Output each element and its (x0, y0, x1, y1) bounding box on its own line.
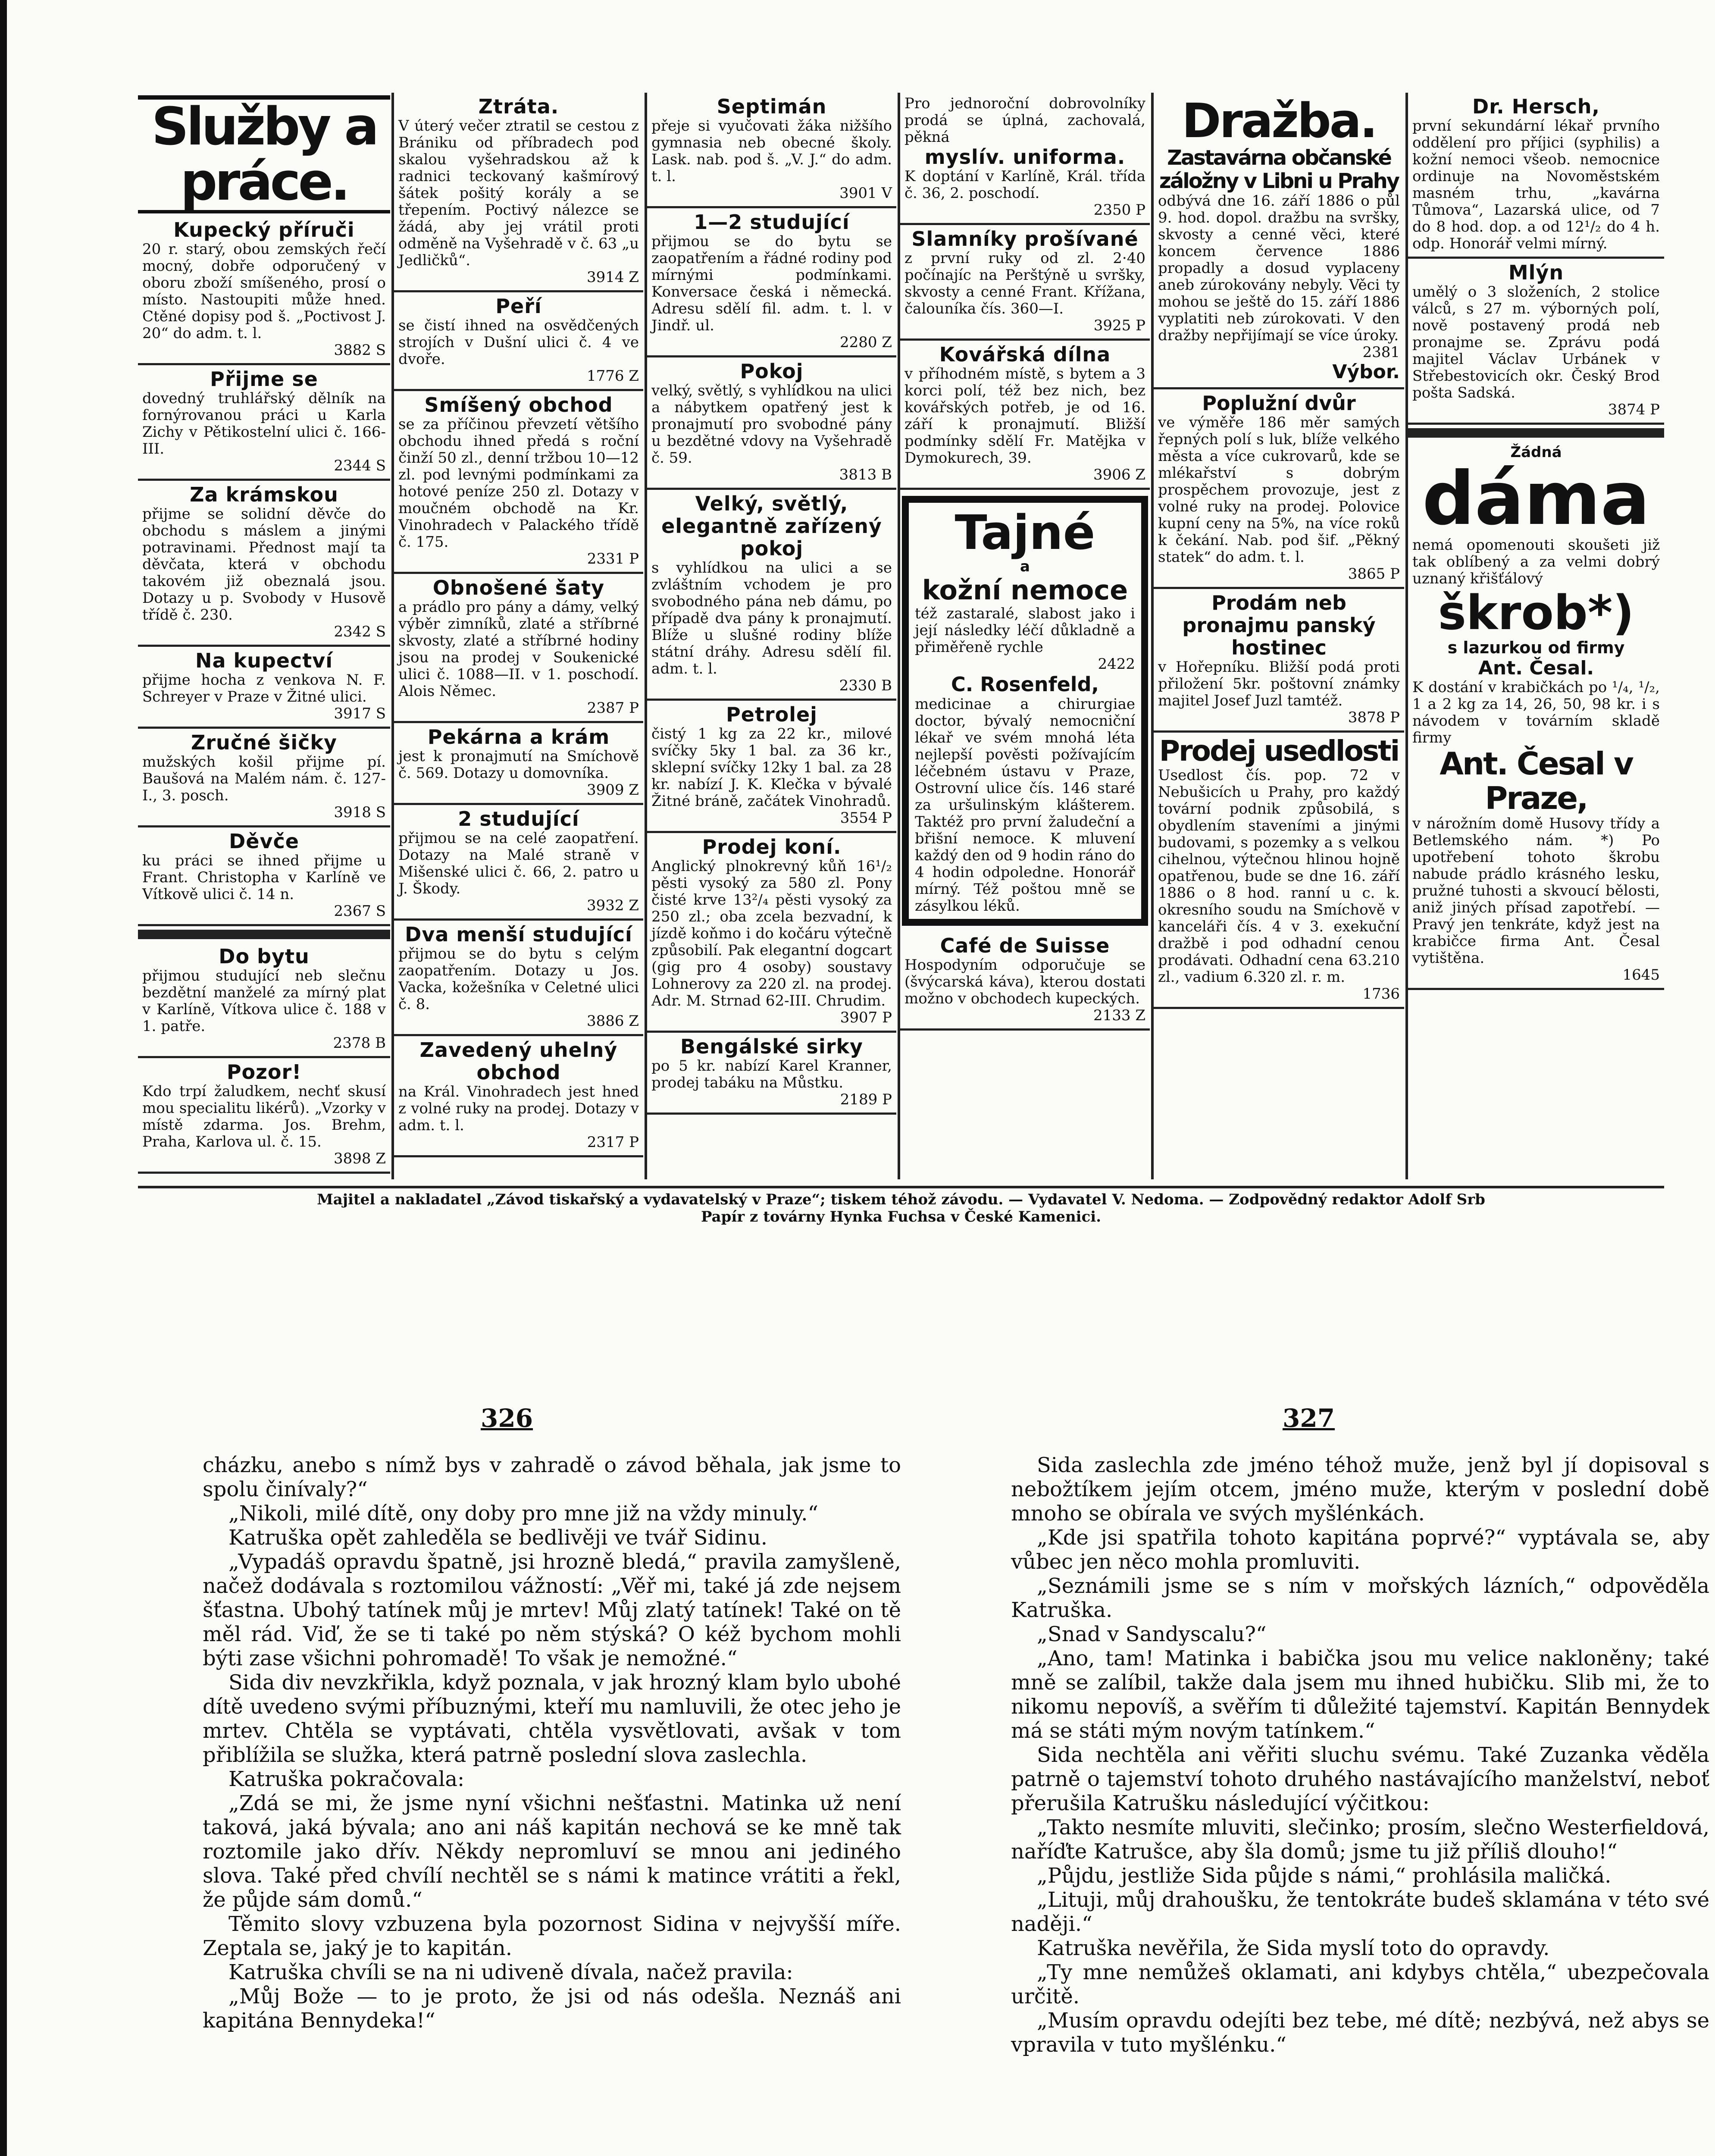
ad-line: s lazurkou od firmy (1447, 638, 1625, 657)
classified-ad (647, 833, 896, 1033)
separator-bar (1408, 428, 1664, 438)
classified-ad (394, 723, 643, 805)
novel-paragraph: „Zdá se mi, že jsme nyní všichni nešťastni. Matinka už není taková, jaká bývala; ano ani náš kapitán nechová se ke mně tak roztomile jako dřív. Někdy nepromluví se mnou ani jediného slova. Také před chvílí nechtěl se s námi k matince vrátiti a řekl, že půjde sám domů.“ (203, 1791, 901, 1912)
ad-title: 1—2 studující (694, 210, 850, 234)
ad-text: ku práci se ihned přijme u Frant. Christopha v Karlíně ve Vítkově ulici č. 14 n. (142, 852, 386, 903)
footer-rule (138, 1186, 1664, 1188)
novel-paragraph: Katruška opět zahleděla se bedlivěji ve tvář Sidinu. (228, 1526, 768, 1550)
ad-text: přijmou se do bytu s celým zaopatřením. Dotazy u Jos. Vacka, kožešníka v Celetné ulici č. 8. (398, 945, 639, 1013)
ad-code: 3554 P (840, 809, 892, 827)
classified-ad (900, 932, 1150, 1031)
ad-text: 20 r. starý, obou zemských řečí mocný, dobře odporučený v oboru zboží smíšeného, prosí o místo. Nastoupiti může hned. Ctěné dopisy pod š. „Poctivost J. 20“ do adm. t. l. (142, 241, 386, 342)
classified-ad (138, 943, 390, 1058)
novel-paragraph: Sida div nevzkřikla, když poznala, v jak hrozný klam bylo ubohé dítě uvedeno svými příbuznými, kteří mu namluvili, že otec jeho je mrtev. Chtěla se vyptávati, chtěla vysvětlovati, avšak v tom přiblížila se služka, která patrně poslední slova zaslechla. (203, 1670, 901, 1767)
classified-ad (394, 93, 643, 292)
ad-text: se čistí ihned na osvědčených strojích v Dušní ulici č. 4 ve dvoře. (398, 317, 639, 368)
ad-code: 2378 B (333, 1034, 386, 1052)
ad-code: 3925 P (1093, 317, 1145, 334)
ad-text: na Král. Vinohradech jest hned z volné ruky na prodej. Dotazy v adm. t. l. (398, 1083, 639, 1134)
box-and: a (1020, 558, 1030, 575)
ad-text: Kdo trpí žaludkem, nechť skusí mou specialitu likérů). „Vzorky v místě zdarma. Jos. Brehm, Praha, Karlova ul. č. 15. (142, 1083, 386, 1150)
classified-ad (138, 827, 390, 926)
classified-ad (138, 216, 390, 365)
ad-title: Do bytu (219, 945, 310, 968)
ad-title: Smíšený obchod (424, 393, 613, 417)
classified-ad (647, 208, 896, 357)
ad-title: Děvče (229, 830, 299, 853)
box-text: medicinae a chirurgiae doctor, bývalý nemocniční lékař ve svém mnohá léta nejlepší pověsti požívajícím léčebném ústavu v Praze, Ostrovní ulice čís. 146 staré za uršulinským klášterem. Taktéž pro první žaludeční a břišní nemoce. K mluvení každý den od 9 hodin ráno do 4 hodin odpoledne. Honorář mírný. Též poštou mně se zásylkou léků. (915, 696, 1135, 915)
ad-column-1 (138, 93, 390, 1179)
ad-code: 2330 B (839, 677, 892, 694)
novel-paragraph: Katruška pokračovala: (228, 1767, 465, 1791)
imprint-footer (138, 1186, 1664, 1225)
ad-title: Za krámskou (190, 483, 338, 506)
classified-ad (138, 365, 390, 481)
ad-title: Dražba. (1182, 93, 1376, 148)
ad-text: Hospodyním odporučuje se (švýcarská káva), kterou dostati možno v obchodech kupeckých. (904, 956, 1145, 1007)
ad-text: s vyhlídkou na ulici a se zvláštním vchodem je pro svobodného pána neb dámu, po případě dva pány k pronajmutí. Blíže u slušné rodiny blíže státní dráhy. Adresu sdělí fil. adm. t. l. (651, 559, 892, 677)
classified-ad (138, 647, 390, 729)
separator-bar (138, 930, 390, 939)
classified-ad (138, 481, 390, 647)
ad-code: 3882 S (334, 342, 386, 359)
classified-ad (1154, 589, 1404, 733)
paper-line: Papír z továrny Hynka Fuchsa v České Kamenici. (701, 1208, 1102, 1225)
ad-text: velký, světlý, s vyhlídkou na ulici a nábytkem opatřený jest k pronajmutí pro svobodné pány u bezdětné vdovy na Vyšehradě č. 59. (651, 382, 892, 467)
ad-title: Petrolej (726, 703, 817, 726)
ad-title: Septimán (717, 95, 827, 118)
classified-ad (647, 357, 896, 490)
ad-code: 3907 P (840, 1009, 892, 1026)
ad-text: Pro jednoroční dobrovolníky prodá se úplná, zachovalá, pěkná (904, 95, 1145, 146)
ad-code: 3874 P (1608, 401, 1660, 418)
ad-text: přeje si vyučovati žáka nižšího gymnasia neb obecné školy. Lask. nab. pod š. „V. J.“ do adm. t. l. (651, 117, 892, 185)
ad-title: Pekárna a krám (427, 725, 610, 749)
ad-code: 2133 Z (1093, 1007, 1145, 1024)
ad-title: Kovářská dílna (939, 343, 1111, 366)
ad-code: 1645 (1622, 966, 1660, 984)
ad-text: přijmou se na celé zaopatření. Dotazy na Malé straně v Mišenské ulici č. 66, 2. patro u J. Škody. (398, 830, 639, 897)
ad-code: 2317 P (587, 1134, 639, 1151)
ad-column-2 (394, 93, 643, 1179)
classified-ad (647, 93, 896, 208)
novel-paragraph: „Vypadáš opravdu špatně, jsi hrozně bledá,“ pravila zamyšleně, načež dodávala s roztomilou vážností: „Věř mi, také já zde nejsem šťastna. Ubohý tatínek můj je mrtev! Můj zlatý tatínek! Také on tě měl rád. Viď, že se ti také po něm stýská? O kéž bychom mohli býti zase všichni pohromadě! To však je nemožné.“ (203, 1550, 901, 1670)
novel-paragraph: „Seznámili jsme se s ním v mořských lázních,“ odpověděla Katruška. (1011, 1574, 1709, 1622)
ad-code: 3886 Z (587, 1012, 639, 1030)
ad-text: nemá opomenouti skoušeti již tak oblíbený a za velmi dobrý uznaný křišťálový (1412, 536, 1660, 587)
ad-text: v Hořepníku. Bližší podá proti přiložení 5kr. poštovní známky majitel Josef Juzl tamtéž. (1158, 658, 1400, 709)
ad-product: škrob*) (1438, 585, 1634, 640)
classified-ad (394, 805, 643, 921)
ad-text: umělý o 3 složeních, 2 stolice válců, s 27 m. výborných polí, nově postavený prodá neb pronajme se. Zprávu podá majitel Václav Urbánek v Střebestovicích okr. Český Brod pošta Sadská. (1412, 283, 1660, 401)
classified-ad (900, 93, 1150, 225)
ad-title: Pozor! (226, 1060, 302, 1084)
novel-paragraph: „Půjdu, jestliže Sida půjde s námi,“ prohlásila maličká. (1037, 1864, 1612, 1888)
classified-ad (900, 225, 1150, 341)
scan-edge (0, 0, 7, 2156)
medical-ad-box (902, 496, 1148, 926)
box-text: též zastaralé, slabost jako i její následky léčí důkladně a přiměřeně rychle (915, 605, 1135, 656)
ad-title: Poplužní dvůr (1202, 392, 1356, 415)
ad-code: 3918 S (334, 804, 386, 821)
ad-text: z první ruky od zl. 2·40 počínajíc na Perštýně u svršky, skvosty a cenné Frant. Křížana, čalouníka čís. 360—I. (904, 250, 1145, 317)
classified-ad (1154, 93, 1404, 389)
ad-title: Zavedený uhelný obchod (419, 1038, 618, 1084)
page-number-left: 326 (481, 1404, 533, 1433)
ad-title: Kupecký příruči (173, 218, 355, 241)
novel-paragraph: „Lituji, můj drahoušku, že tentokráte budeš sklamána v této své naději.“ (1011, 1888, 1709, 1936)
ad-text: Anglický plnokrevný kůň 16¹/₂ pěsti vysoký za 580 zl. Pony čisté krve 13²/₄ pěsti vysoký za 250 zl.; oba zcela bezvadní, k jízdě koňmo i do kočáru výtečně způsobilí. Pak elegantní dogcart (gig pro 4 osoby) soustavy Lohnerovy za 220 zl. na prodej. Adr. M. Strnad 62-III. Chrudim. (651, 858, 892, 1009)
ad-title: Na kupectví (195, 649, 333, 672)
ad-code: 3865 P (1348, 565, 1400, 583)
ad-column-6 (1408, 93, 1664, 1179)
box-subtitle: kožní nemoce (922, 574, 1128, 606)
classified-ad (394, 391, 643, 574)
ad-text: první sekundární lékař prvního oddělení pro příjici (syphilis) a kožní nemoci všeob. nemocnice ordinuje na Novoměstském masném trhu, „kavárna Tůmova“, Lazarská ulice, od 7 do 8 hod. dop. a od 12¹/₂ do 4 h. odp. Honorář velmi mírný. (1412, 117, 1660, 252)
ad-text: K dostání v krabičkách po ¹/₄, ¹/₂, 1 a 2 kg za 14, 26, 50, 98 kr. i s návodem v továrním skladě firmy (1412, 679, 1660, 746)
section-header: Služby a práce. (138, 95, 390, 213)
novel-paragraph: Sida zaslechla zde jméno téhož muže, jenž byl jí dopisoval s nebožtíkem jejím otcem, jméno muže, kterým v poslední době mnoho se obírala ve svých myšlénkách. (1011, 1453, 1709, 1526)
classified-ad (394, 921, 643, 1036)
ad-title: Zručné šičky (191, 731, 337, 754)
ad-title: Dr. Hersch, (1472, 95, 1600, 118)
ad-text: přijme hocha z venkova N. F. Schreyer v Praze v Žitné ulici. (142, 671, 386, 705)
ad-title: Mlýn (1508, 261, 1564, 284)
ad-code: 2344 S (334, 457, 386, 474)
ad-title: Velký, světlý, elegantně zařízený pokoj (661, 492, 882, 560)
novel-paragraph: „Ty mne nemůžeš oklamati, ani kdybys chtěla,“ ubezpečovala určitě. (1011, 1960, 1709, 2009)
classified-ad (138, 729, 390, 827)
classified-ad (394, 1036, 643, 1157)
starch-ad (1408, 441, 1664, 990)
ad-text: Usedlost čís. pop. 72 v Nebušicích u Prahy, pro každý tovární podnik způsobilá, s obydlením staveními a jinými budovami, s pozemky a s velkou cihelnou, výtečnou hlinou hojně opatřenou, bude se dne 16. září 1886 o 8 hod. ranní u c. k. okresního soudu na Smíchově v kanceláři čís. 4 v 3. exekuční dražbě i pod odhadní cenou prodávati. Odhadní cena 63.210 zl., vadium 6.320 zl. r. m. (1158, 767, 1400, 986)
ad-code: 2387 P (587, 699, 639, 717)
ad-kicker: Žádná (1510, 444, 1562, 461)
ad-title: Ztráta. (478, 95, 559, 118)
novel-paragraph: Katruška nevěřila, že Sida myslí toto do opravdy. (1037, 1936, 1550, 1960)
ad-text: odbývá dne 16. září 1886 o půl 9. hod. dopol. dražbu na svršky, skvosty a cenné věci, které koncem července 1886 propadly a dosud vyplaceny aneb zúrokovány nebyly. Věci ty mohou se ještě do 15. září 1886 vyplatiti neb zúrokovati. V den dražby nepřijímají se více úroky. (1158, 192, 1400, 344)
ad-title: Dva menší studující (405, 923, 632, 946)
ad-firm: Ant. Česal. (1478, 657, 1594, 679)
ad-text: a prádlo pro pány a dámy, velký výběr zimníků, zlaté a stříbrné skvosty, zlaté a stříbrné hodiny jsou na prodej v Soukenické ulici č. 1088—II. v 1. poschodí. Alois Němec. (398, 599, 639, 700)
ad-text: přijmou studující neb slečnu bezdětní manželé za mírný plat v Karlíně, Vítkova ulice č. 188 v 1. patře. (142, 967, 386, 1035)
ad-code: 1776 Z (587, 367, 639, 385)
ad-text: po 5 kr. nabízí Karel Kranner, prodej tabáku na Můstku. (651, 1057, 892, 1091)
page-number-right: 327 (1283, 1404, 1335, 1433)
classified-ad (1408, 259, 1664, 425)
classified-ad (1154, 389, 1404, 589)
ad-code: 2342 S (334, 623, 386, 640)
ad-headline: dáma (1422, 456, 1650, 542)
classified-ad (1154, 733, 1404, 1009)
classified-ad (394, 574, 643, 723)
ad-code: 3878 P (1348, 709, 1400, 726)
ad-text: V úterý večer ztratil se cestou z Brániku od příbradech pod skalou vyšehradskou až k radnici teckovaný kašmírový šátek pošitý korály a se třepením. Poctivý nálezce se žádá, aby jej vrátil proti odměně na Vyšehradě v č. 63 „u Jedličků“. (398, 117, 639, 269)
ad-code: 3932 Z (587, 897, 639, 914)
ad-column-4 (900, 93, 1150, 1179)
novel-paragraph: „Můj Bože — to je proto, že jsi od nás odešla. Neznáš ani kapitána Bennydeka!“ (203, 1984, 901, 2033)
ad-title: Pokoj (740, 360, 804, 383)
ad-code: 3906 Z (1093, 466, 1145, 483)
ad-text: přijme se solidní děvče do obchodu s máslem a jinými potravinami. Přednost mají ta děvčata, která v obchodu takovém již obeznalá jsou. Dotazy u p. Svobody v Husově třídě č. 230. (142, 505, 386, 624)
ad-code: 3914 Z (587, 269, 639, 286)
ad-text: jest k pronajmutí na Smíchově č. 569. Dotazy u domovníka. (398, 748, 639, 782)
novel-paragraph: cházku, anebo s nímž bys v zahradě o závod běhala, jak jsme to spolu činívaly?“ (203, 1453, 901, 1501)
novel-paragraph: „Kde jsi spatřila tohoto kapitána poprvé?“ vyptávala se, aby vůbec jen něco mohla promluviti. (1011, 1526, 1709, 1574)
ad-title: Prodej usedlosti (1159, 734, 1399, 768)
ad-code: 3917 S (334, 705, 386, 722)
ad-code: 2350 P (1093, 201, 1145, 219)
ad-code: 3909 Z (587, 781, 639, 799)
ad-column-5 (1154, 93, 1404, 1179)
novel-paragraph: „Ano, tam! Matinka i babička jsou mu velice nakloněny; také mně se zalíbil, takže dala jsem mu ihned hubičku. Slib mi, že to nikomu nepovíš, a svěřím ti důležité tajemství. Kapitán Bennydek má se státi mým novým tatínkem.“ (1011, 1646, 1709, 1743)
ad-title: Peří (495, 295, 542, 318)
classified-ad (900, 341, 1150, 490)
ad-signature: Výbor. (1332, 361, 1400, 383)
ad-text: ve výměře 186 měr samých řepných polí s luk, blíže velkého města a více cukrovarů, kde se mlékařství s dobrým prospěchem provozuje, jest z volné ruky na prodej. Polovice kupní ceny na 5%, na více roků k čekání. Nab. pod šif. „Pěkný statek“ do adm. t. l. (1158, 414, 1400, 566)
ad-text: čistý 1 kg za 22 kr., milové svíčky 5ky 1 bal. za 36 kr., sklepní svíčky 12ky 1 bal. za 28 kr. nabízí J. K. Klečka v bývalé Žitné bráně, začátek Vinohradů. (651, 725, 892, 810)
ad-title: Bengálské sirky (680, 1035, 864, 1058)
novel-paragraph: „Nikoli, milé dítě, ony doby pro mne již na vždy minuly.“ (228, 1501, 819, 1526)
ad-code: 2280 Z (840, 334, 892, 351)
novel-page-left (203, 1453, 901, 2033)
box-code: 2422 (1098, 655, 1135, 673)
ad-text: dovedný truhlářský dělník na fornýrovanou práci u Karla Zichy v Pětikostelní ulici č. 166-III. (142, 390, 386, 458)
ad-title: Slamníky prošívané (911, 227, 1139, 251)
classified-ad (1408, 93, 1664, 259)
classified-ad (394, 292, 643, 391)
novel-paragraph: „Snad v Sandyscalu?“ (1037, 1622, 1267, 1646)
ad-firm-large: Ant. Česal v Praze, (1440, 746, 1633, 816)
ad-code: 3813 B (839, 466, 892, 483)
novel-page-right (1011, 1453, 1709, 2057)
ad-title: 2 studující (458, 807, 579, 830)
ad-code: 2381 (1362, 344, 1400, 361)
classified-ad (647, 1033, 896, 1115)
ad-subtitle: Zastavárna občanské záložny v Libni u Prahy (1159, 146, 1399, 193)
ad-text: mužských košil přijme pí. Baušová na Malém nám. č. 127-I., 3. posch. (142, 753, 386, 804)
ad-code: 3898 Z (334, 1150, 386, 1167)
ad-text: v příhodném místě, s bytem a 3 korci polí, též bez nich, bez kovářských potřeb, je od 16. září k pronajmutí. Bližší podmínky sdělí Fr. Matějka v Dymokurech, 39. (904, 365, 1145, 467)
classified-ad (647, 490, 896, 701)
box-title: Tajné (955, 505, 1095, 560)
classified-ad (647, 701, 896, 833)
novel-paragraph: Sida nechtěla ani věřiti sluchu svému. Také Zuzanka věděla patrně o tajemství tohoto druhého nastávajícího manželství, neboť přerušila Katrušku následující výčitkou: (1011, 1743, 1709, 1815)
classified-ad (138, 1058, 390, 1174)
ad-text: se za příčinou převzetí většího obchodu ihned předá s roční činží 50 zl., denní tržbou 10—12 zl. pod levnými podmínkami za hotové peníze 250 zl. Dotazy v moučném obchodě na Kr. Vinohradech v Palackého třídě č. 175. (398, 416, 639, 551)
ad-column-3 (647, 93, 896, 1179)
box-name: C. Rosenfeld, (951, 673, 1099, 696)
ad-text: K doptání v Karlíně, Král. třída č. 36, 2. poschodí. (904, 168, 1145, 202)
ad-subtitle: myslív. uniforma. (924, 145, 1126, 169)
imprint-line: Majitel a nakladatel „Závod tiskařský a vydavatelský v Praze“; tiskem téhož závodu. — Vydavatel V. Nedoma. — Zodpovědný redaktor Adolf Srb (317, 1191, 1485, 1208)
ad-code: 2189 P (840, 1091, 892, 1108)
novel-paragraph: „Takto nesmíte mluviti, slečinko; prosím, slečno Westerfieldová, naříďte Katrušce, aby šla domů; jsme tu již příliš dlouho!“ (1011, 1815, 1709, 1864)
novel-paragraph: „Musím opravdu odejíti bez tebe, mé dítě; nezbývá, než abys se vpravila v tuto myšlénku.“ (1011, 2009, 1709, 2057)
ad-title: Prodám neb pronajmu panský hostinec (1182, 591, 1376, 659)
ad-code: 3901 V (839, 185, 892, 202)
ad-title: Café de Suisse (940, 934, 1110, 957)
ad-code: 2367 S (334, 903, 386, 920)
ad-code: 2331 P (587, 550, 639, 567)
advertisement-section (138, 93, 1664, 1179)
ad-title: Přijme se (210, 367, 318, 391)
ad-text: přijmou se do bytu se zaopatřením a řádné rodiny pod mírnými podmínkami. Konversace česká i německá. Adresu sdělí fil. adm. t. l. v Jindř. ul. (651, 233, 892, 334)
ad-title: Prodej koní. (702, 835, 842, 859)
novel-paragraph: Těmito slovy vzbuzena byla pozornost Sidina v nejvyšší míře. Zeptala se, jaký je to kapitán. (203, 1912, 901, 1960)
ad-code: 1736 (1362, 985, 1400, 1003)
ad-title: Obnošené šaty (432, 576, 605, 599)
novel-paragraph: Katruška chvíli se na ni udiveně dívala, načež pravila: (228, 1960, 793, 1984)
ad-text: v nárožním domě Husovy třídy a Betlemského nám. *) Po upotřebení tohoto škrobu nabude prádlo krásného lesku, pružné tuhosti a skvoucí bělosti, aniž jiných přísad zapotřebí. — Pravý jen tenkráte, když jest na krabičce firma Ant. Česal vytištěna. (1412, 815, 1660, 967)
